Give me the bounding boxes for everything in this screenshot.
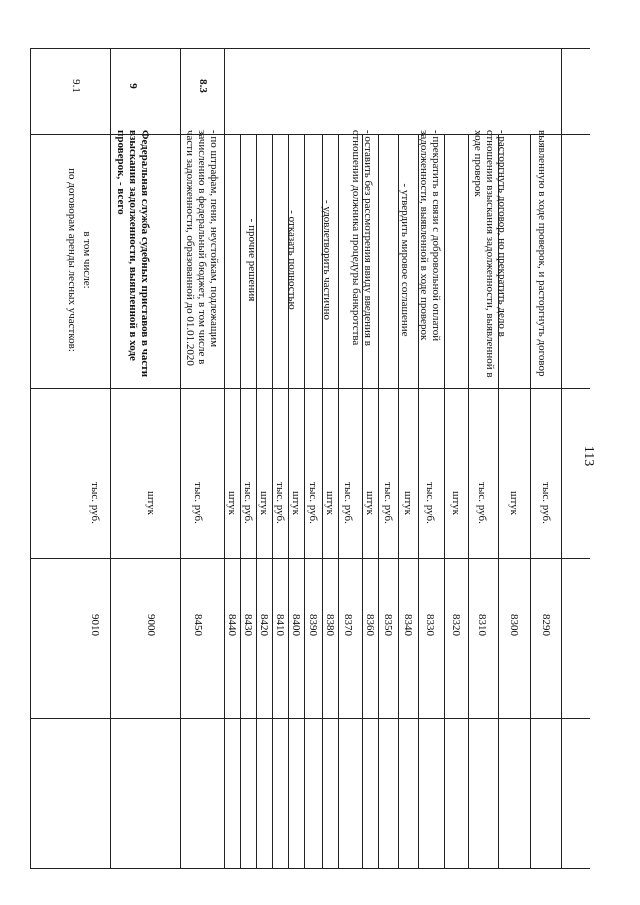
code-8370: 8370 — [342, 614, 354, 636]
code-8380: 8380 — [324, 614, 336, 636]
code-9000: 9000 — [145, 614, 157, 636]
unit-8340: штук — [402, 491, 414, 515]
column-border — [30, 718, 590, 719]
row-name-terminate-contract: - расторгнуть договор, но прекратить дело в отношении взыскания задолженности, выявленной в ходе проверок — [472, 130, 508, 378]
row-border — [180, 134, 181, 868]
row-number-9: 9 — [127, 83, 139, 89]
code-8430: 8430 — [242, 614, 254, 636]
row-border — [561, 134, 562, 868]
code-8330: 8330 — [424, 614, 436, 636]
unit-8350: тыс. руб. — [382, 482, 394, 524]
unit-8400: штук — [290, 491, 302, 515]
unit-8380: штук — [324, 491, 336, 515]
unit-8360: штук — [364, 491, 376, 515]
row-number-9-1: 9.1 — [70, 79, 82, 93]
row-number-8-3: 8.3 — [197, 79, 209, 93]
row-border — [444, 134, 445, 868]
unit-8430: тыс. руб. — [242, 482, 254, 524]
row-name-continuation: выявленную в ходе проверок, и расторгнуть договор — [536, 130, 548, 377]
unit-8450: тыс. руб. — [192, 482, 204, 524]
code-8410: 8410 — [274, 614, 286, 636]
row-name-partial: - удовлетворить частично — [321, 199, 333, 321]
row-name-fines: - по штрафам, пени, неустойкам, подлежащим зачислению в федеральный бюджет, в том числе в части задолженности, образованной до 01.01.2020 — [184, 130, 220, 366]
row-name-other: - прочие решения — [246, 218, 258, 302]
code-8300: 8300 — [508, 614, 520, 636]
unit-8330: тыс. руб. — [424, 482, 436, 524]
row-border — [272, 134, 273, 868]
code-8350: 8350 — [382, 614, 394, 636]
code-8450: 8450 — [192, 614, 204, 636]
code-8310: 8310 — [476, 614, 488, 636]
unit-9010: тыс. руб. — [89, 482, 101, 524]
code-8400: 8400 — [290, 614, 302, 636]
row-border — [378, 134, 379, 868]
row-name-forest-lease: по договорам аренды лесных участков: — [66, 168, 78, 352]
row-border — [180, 48, 181, 134]
column-border — [30, 558, 590, 559]
report-table — [30, 48, 590, 868]
row-border — [110, 134, 111, 868]
row-border — [304, 134, 305, 868]
table-border — [30, 48, 31, 868]
unit-8290: тыс. руб. — [540, 482, 552, 524]
row-border — [468, 134, 469, 868]
column-border — [30, 868, 590, 869]
row-name-including: в том числе: — [81, 231, 93, 289]
unit-8300: штук — [508, 491, 520, 515]
code-8440: 8440 — [226, 614, 238, 636]
code-9010: 9010 — [89, 614, 101, 636]
code-8340: 8340 — [402, 614, 414, 636]
code-8420: 8420 — [258, 614, 270, 636]
unit-8440: штук — [226, 491, 238, 515]
code-8360: 8360 — [364, 614, 376, 636]
row-name-bankruptcy: - оставить без рассмотрения ввиду введения в отношении должника процедуры банкротства — [350, 130, 374, 346]
row-name-settlement: - утвердить мировое соглашение — [399, 183, 411, 337]
column-border — [30, 48, 590, 49]
unit-8420: штук — [258, 491, 270, 515]
row-border — [338, 134, 339, 868]
row-border — [240, 134, 241, 868]
row-border — [530, 134, 531, 868]
row-border — [224, 134, 225, 868]
row-name-refuse: - отказать полностью — [286, 210, 298, 310]
unit-8410: тыс. руб. — [274, 482, 286, 524]
row-name-bailiffs: Федеральная служба судебных приставов в части взыскания задолженности, выявленной в ходе проверок, - всего — [115, 130, 151, 378]
unit-9000: штук — [145, 491, 157, 515]
unit-8370: тыс. руб. — [342, 482, 354, 524]
row-border — [224, 48, 225, 134]
unit-8320: штук — [450, 491, 462, 515]
code-8390: 8390 — [307, 614, 319, 636]
row-border — [110, 48, 111, 134]
row-name-voluntary-payment: - прекратить в связи с добровольной оплатой задолженности, выявленной в ходе проверок — [418, 130, 442, 342]
unit-8390: тыс. руб. — [307, 482, 319, 524]
unit-8310: тыс. руб. — [476, 482, 488, 524]
code-8290: 8290 — [540, 614, 552, 636]
page-number: 113 — [581, 445, 596, 467]
code-8320: 8320 — [450, 614, 462, 636]
